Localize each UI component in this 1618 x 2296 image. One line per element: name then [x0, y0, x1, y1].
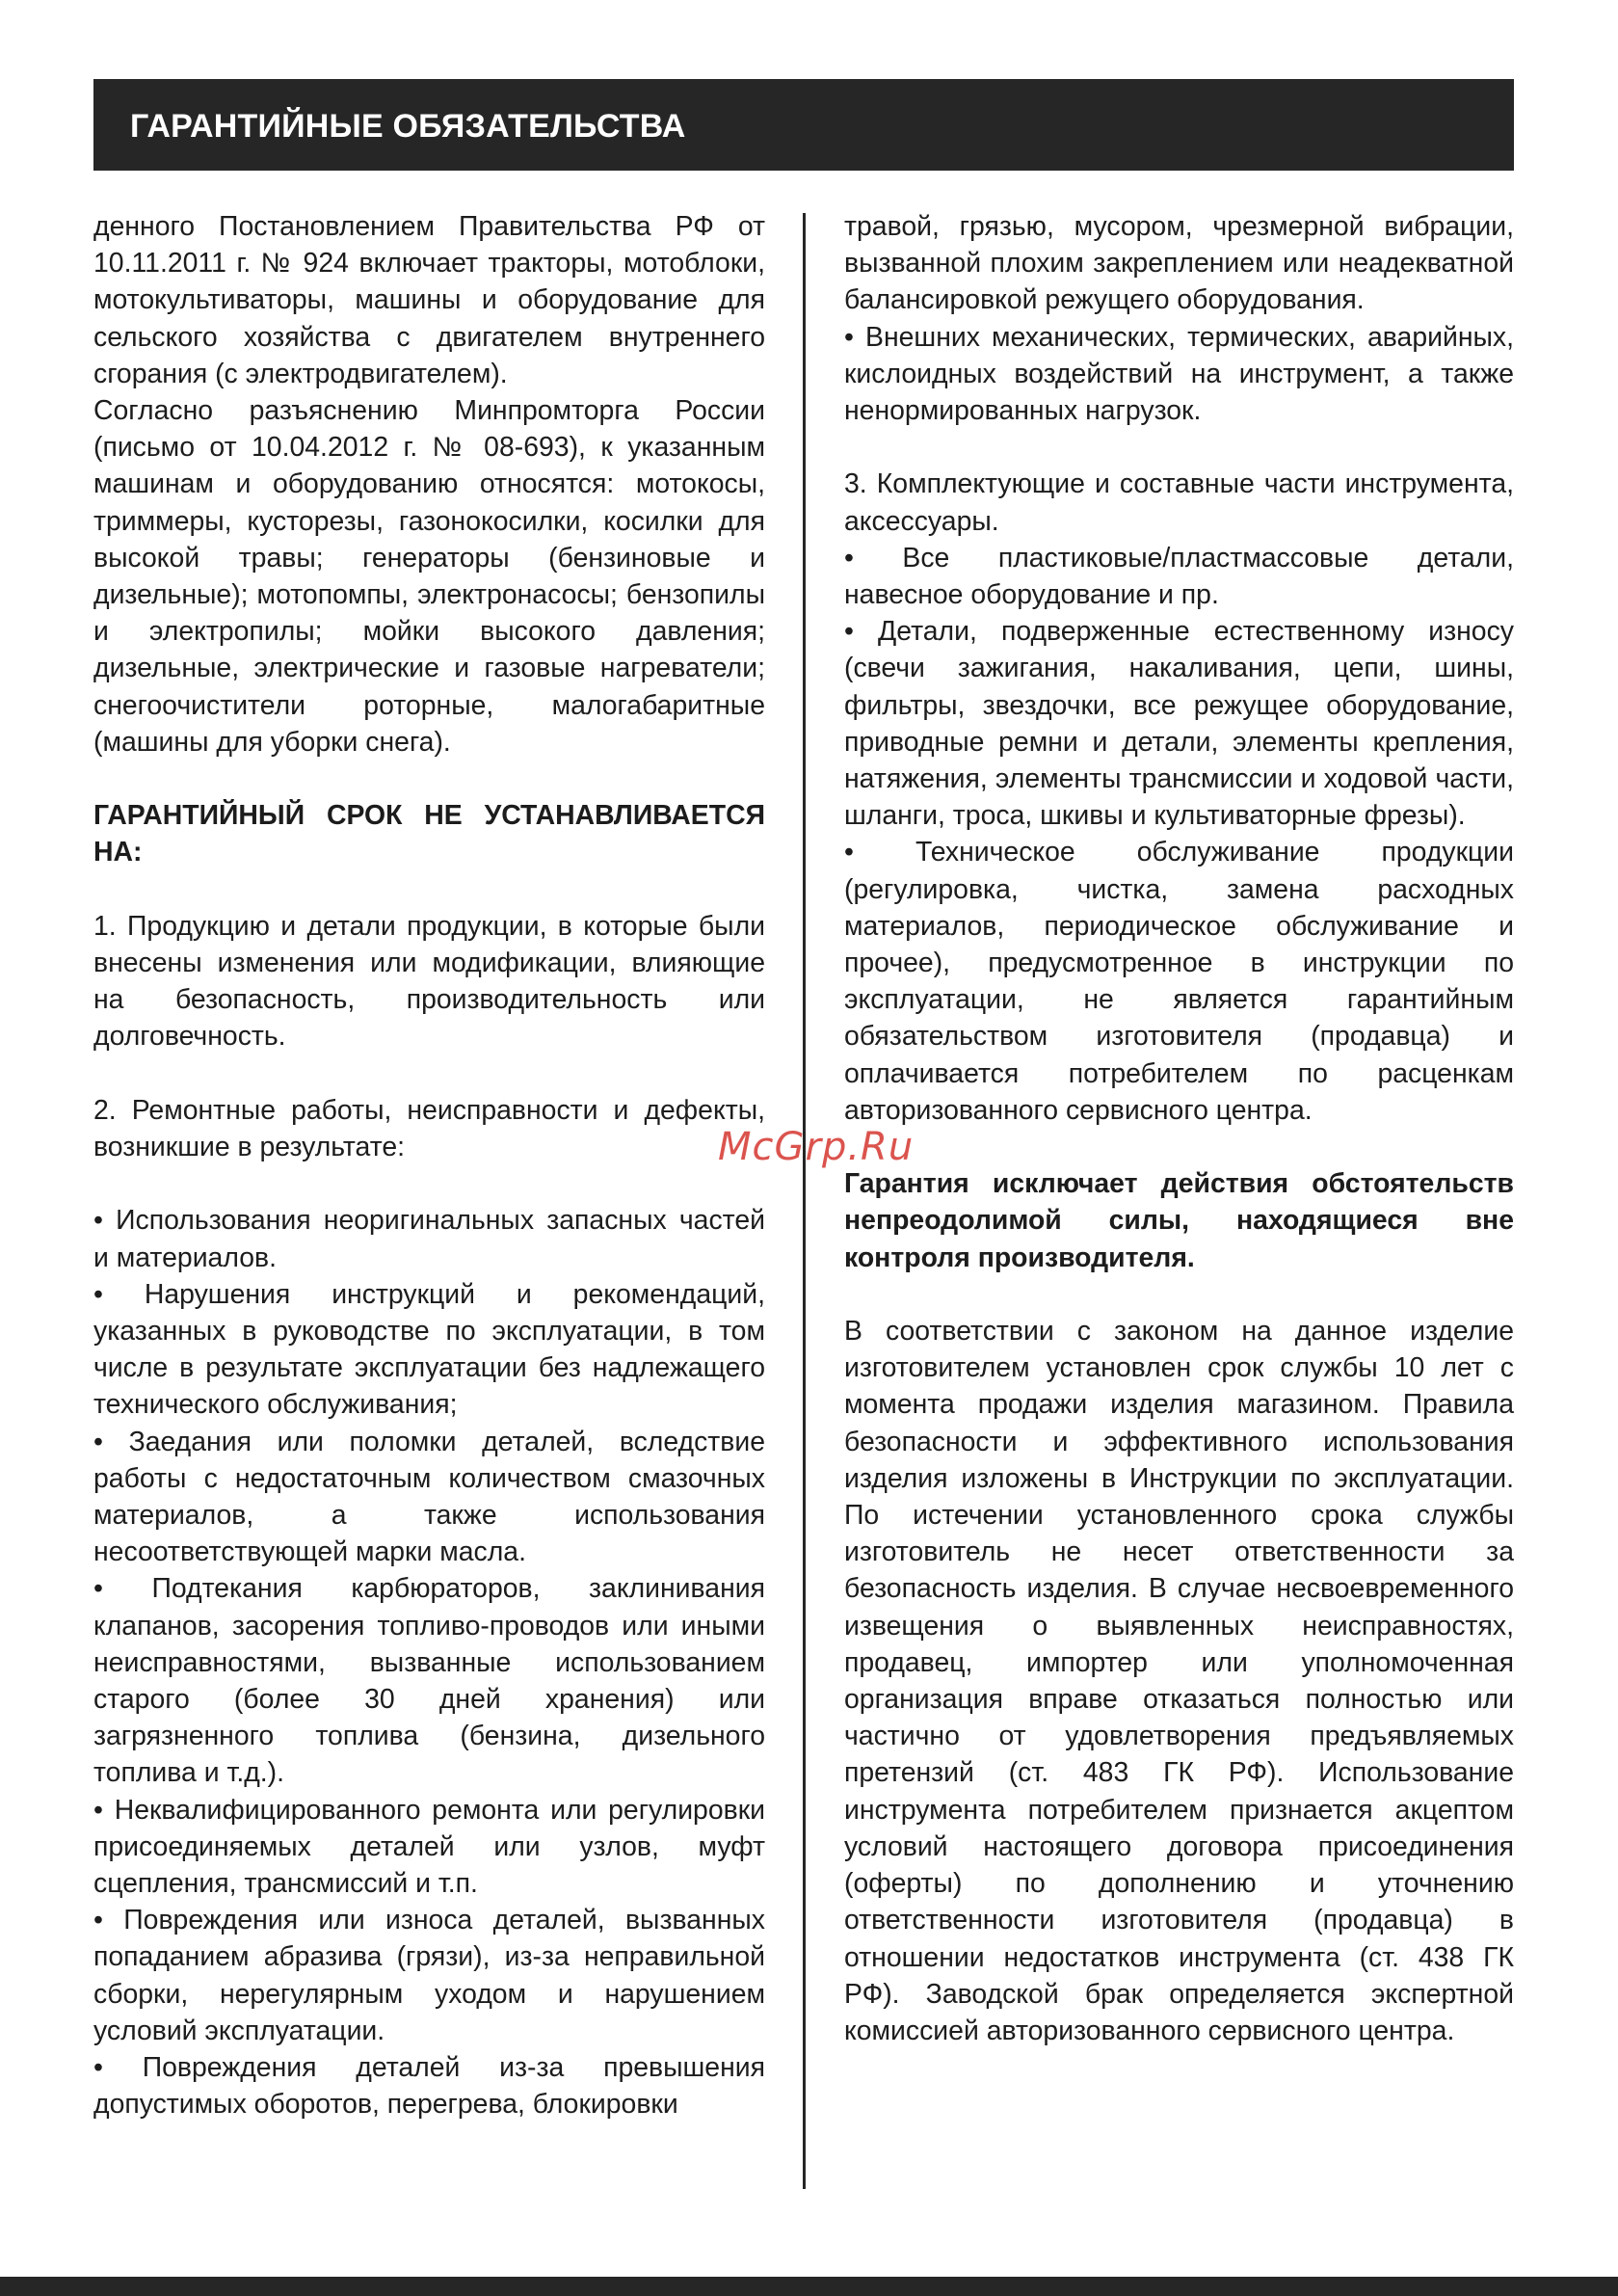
section-heading-force-majeure: Гарантия исключает действия обстоятельств непреодолимой силы, находящиеся вне контроля производителя. [844, 1168, 1514, 1273]
bullet-item: • Техническое обслуживание продукции (регулировка, чистка, замена расходных материалов, периодическое обслуживание и прочее), предусмотренное в инструкции по эксплуатации, не является гарантийным обязательством изготовителя (продавца) и оплачивается потребителем по расценкам авторизованного сервисного центра. [844, 837, 1514, 1126]
section-heading-no-warranty: ГАРАНТИЙНЫЙ СРОК НЕ УСТАНАВЛИВАЕТСЯ НА: [93, 800, 765, 868]
spacer [844, 1276, 1514, 1313]
spacer [844, 429, 1514, 466]
bullet-item: • Детали, подверженные естественному износу (свечи зажигания, накаливания, цепи, шины, фильтры, звездочки, все режущее оборудование, приводные ремни и детали, элементы крепления, натяжения, элементы трансмиссии и ходовой части, шланги, троса, шкивы и культиваторные фрезы). [844, 616, 1514, 832]
bottom-rule [0, 2277, 1618, 2296]
bullet-item: • Повреждения деталей из-за превышения допустимых оборотов, перегрева, блокировки [93, 2052, 765, 2121]
bullet-item: • Использования неоригинальных запасных частей и материалов. [93, 1205, 765, 1273]
left-paragraph-1: денного Постановлением Правительства РФ от 10.11.2011 г. № 924 включает тракторы, мотоблоки, мотокультиваторы, машины и оборудование для сельского хозяйства с двигателем внутреннего сгорания (с электродвигателем). [93, 211, 765, 389]
spacer [93, 871, 765, 908]
list-item-2: 2. Ремонтные работы, неисправности и дефекты, возникшие в результате: [93, 1094, 765, 1163]
column-divider [803, 213, 806, 2189]
list-item-1: 1. Продукцию и детали продукции, в которые были внесены изменения или модификации, влияющие на безопасность, производительность или долговечность. [93, 910, 765, 1053]
page-title: ГАРАНТИЙНЫЕ ОБЯЗАТЕЛЬСТВА [130, 108, 686, 145]
left-column [93, 208, 765, 2123]
right-paragraph-1: травой, грязью, мусором, чрезмерной вибрации, вызванной плохим закреплением или неадекватной балансировкой режущего оборудования. [844, 211, 1514, 316]
bullet-item: • Нарушения инструкций и рекомендаций, указанных в руководстве по эксплуатации, в том числе в результате эксплуатации без надлежащего технического обслуживания; [93, 1278, 765, 1421]
bullet-item: • Заедания или поломки деталей, вследствие работы с недостаточным количеством смазочных материалов, а также использования несоответствующей марки масла. [93, 1426, 765, 1568]
spacer [844, 1129, 1514, 1165]
bullet-item: • Все пластиковые/пластмассовые детали, навесное оборудование и пр. [844, 542, 1514, 611]
left-paragraph-2: Согласно разъяснению Минпромторга России (письмо от 10.04.2012 г. № 08-693), к указанным машинам и оборудованию относятся: мотокосы, триммеры, кусторезы, газонокосилки, косилки для высокой травы; генераторы (бензиновые и дизельные); мотопомпы, электронасосы; бензопилы и электропилы; мойки высокого давления; дизельные, электрические и газовые нагреватели; снегоочистители роторные, малогабаритные (машины для уборки снега). [93, 395, 765, 758]
right-column [844, 208, 1514, 2049]
right-paragraph-service-life: В соответствии с законом на данное изделие изготовителем установлен срок службы 10 лет с момента продажи изделия магазином. Правила безопасности и эффективного использования изделия изложены в Инструкции по эксплуатации. По истечении установленного срока службы изготовитель не несет ответственности за безопасность изделия. В случае несвоевременного извещения о выявленных неисправностях, продавец, импортер или уполномоченная организация вправе отказаться полностью или частично от удовлетворения предъявляемых претензий (ст. 483 ГК РФ). Использование инструмента потребителем признается акцептом условий настоящего договора присоединения (оферты) по дополнению и уточнению ответственности изготовителя (продавца) в отношении недостатков инструмента (ст. 438 ГК РФ). Заводской брак определяется экспертной комиссией авторизованного сервисного центра. [844, 1316, 1514, 2046]
bullet-item: • Внешних механических, термических, аварийных, кислоидных воздействий на инструмент, а также ненормированных нагрузок. [844, 321, 1514, 427]
watermark: McGrp.Ru [718, 1125, 915, 1169]
bullet-item: • Повреждения или износа деталей, вызванных попаданием абразива (грязи), из-за неправильной сборки, нерегулярным уходом и нарушением условий эксплуатации. [93, 1905, 765, 2046]
spacer [93, 761, 765, 797]
bullet-item: • Подтекания карбюраторов, заклинивания клапанов, засорения топливо-проводов или иными неисправностями, вызванные использованием старого (более 30 дней хранения) или загрязненного топлива (бензина, дизельного топлива и т.д.). [93, 1573, 765, 1789]
header-bar [93, 79, 1514, 171]
bullet-item: • Неквалифицированного ремонта или регулировки присоединяемых деталей или узлов, муфт сцепления, трансмиссий и т.п. [93, 1794, 765, 1900]
spacer [93, 1165, 765, 1202]
spacer [93, 1055, 765, 1092]
list-item-3: 3. Комплектующие и составные части инструмента, аксессуары. [844, 468, 1514, 537]
